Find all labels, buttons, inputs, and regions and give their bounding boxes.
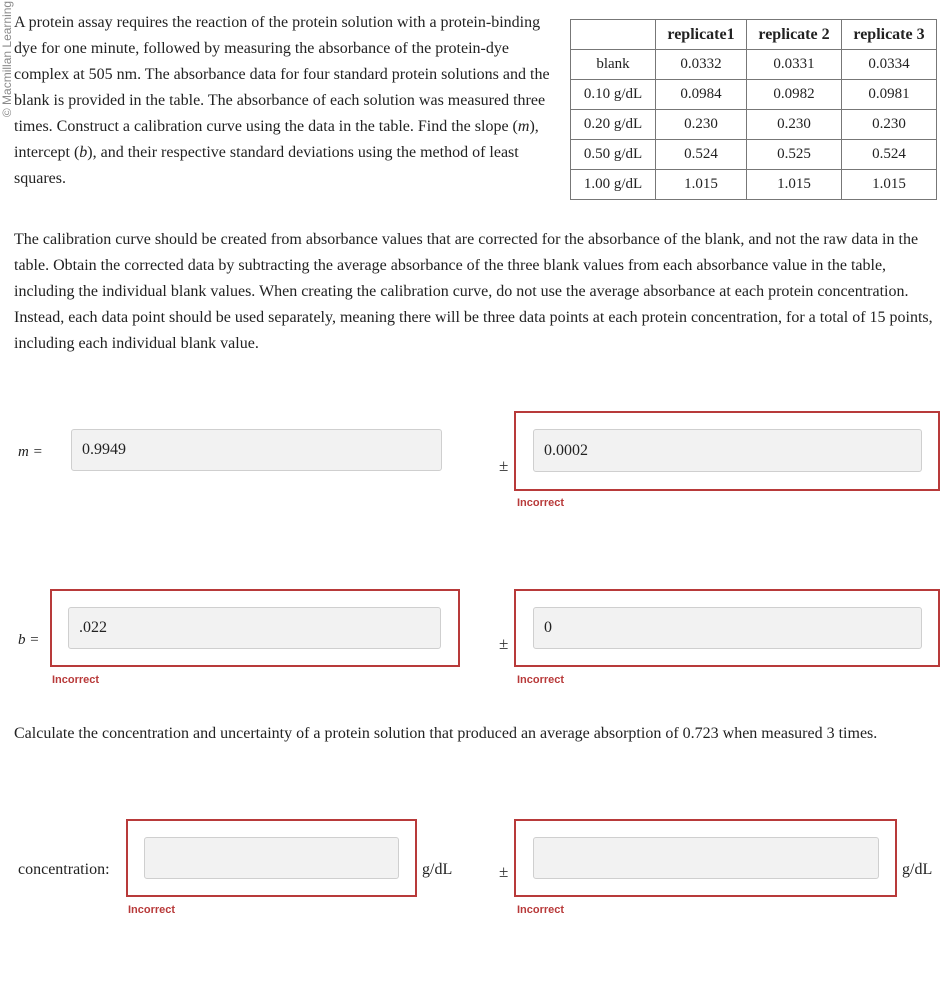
table-cell: 0.0984 <box>656 80 747 110</box>
concentration-input[interactable] <box>144 837 399 879</box>
slope-input[interactable] <box>71 429 442 471</box>
table-cell: 0.524 <box>656 140 747 170</box>
table-cell: 0.230 <box>747 110 842 140</box>
table-header-replicate3: replicate 3 <box>842 20 937 50</box>
table-cell: 0.0982 <box>747 80 842 110</box>
question-2-text: Calculate the concentration and uncertainty of a protein solution that produced an average absorption of 0.723 when measured 3 times. <box>14 725 878 742</box>
slope-label: m = <box>18 444 43 460</box>
table-cell: 0.230 <box>842 110 937 140</box>
table-row <box>571 110 937 140</box>
table-cell: 0.0334 <box>842 50 937 80</box>
table-cell: 0.20 g/dL <box>571 110 656 140</box>
table-cell: 0.10 g/dL <box>571 80 656 110</box>
table-cell: 0.50 g/dL <box>571 140 656 170</box>
table-cell: 0.230 <box>656 110 747 140</box>
intercept-sd-input[interactable] <box>533 607 922 649</box>
slope-sd-incorrect-label: Incorrect <box>517 497 565 509</box>
plus-minus-icon: ± <box>499 456 509 475</box>
intercept-incorrect-label: Incorrect <box>52 674 100 686</box>
uncertainty-unit: g/dL <box>902 861 933 878</box>
table-cell: 0.525 <box>747 140 842 170</box>
table-row <box>571 50 937 80</box>
table-header-empty <box>571 20 656 50</box>
table-row <box>571 140 937 170</box>
table-cell: 1.015 <box>747 170 842 200</box>
table-cell: 0.0332 <box>656 50 747 80</box>
table-cell: 1.015 <box>656 170 747 200</box>
absorbance-table <box>570 19 937 200</box>
table-cell: 0.0331 <box>747 50 842 80</box>
table-cell: 1.015 <box>842 170 937 200</box>
table-cell: blank <box>571 50 656 80</box>
intercept-sd-incorrect-label: Incorrect <box>517 674 565 686</box>
table-header-replicate1: replicate1 <box>656 20 747 50</box>
instructions-text: The calibration curve should be created from absorbance values that are corrected for the absorbance of the blank, and not the raw data in the table. Obtain the corrected data by subtracting the average absorbance of the three blank values from each absorbance value in the table, including the individual blank values. When creating the calibration curve, do not use the average absorbance at each protein concentration. Instead, each data point should be used separately, meaning there will be three data points at each protein concentration, for a total of 15 points, including each individual blank value. <box>14 231 933 352</box>
intercept-input[interactable] <box>68 607 441 649</box>
table-row <box>571 170 937 200</box>
slope-sd-input[interactable] <box>533 429 922 472</box>
concentration-label: concentration: <box>18 861 110 878</box>
plus-minus-icon: ± <box>499 862 509 881</box>
uncertainty-input[interactable] <box>533 837 879 879</box>
table-cell: 0.524 <box>842 140 937 170</box>
table-cell: 1.00 g/dL <box>571 170 656 200</box>
uncertainty-incorrect-label: Incorrect <box>517 904 565 916</box>
table-row <box>571 80 937 110</box>
copyright-watermark: © Macmillan Learning <box>0 0 14 118</box>
plus-minus-icon: ± <box>499 634 509 653</box>
problem-statement: A protein assay requires the reaction of the protein solution with a protein-binding dye for one minute, followed by measuring the absorbance of the protein-dye complex at 505 nm. The absorbance data for four standard protein solutions and the blank is provided in the table. The absorbance of each solution was measured three times. Construct a calibration curve using the data in the table. Find the slope (m), intercept (b), and their respective standard deviations using the method of least squares. <box>14 14 550 187</box>
table-cell: 0.0981 <box>842 80 937 110</box>
table-header-row <box>571 20 937 50</box>
intercept-label: b = <box>18 632 40 648</box>
concentration-unit: g/dL <box>422 861 453 878</box>
table-header-replicate2: replicate 2 <box>747 20 842 50</box>
concentration-incorrect-label: Incorrect <box>128 904 176 916</box>
